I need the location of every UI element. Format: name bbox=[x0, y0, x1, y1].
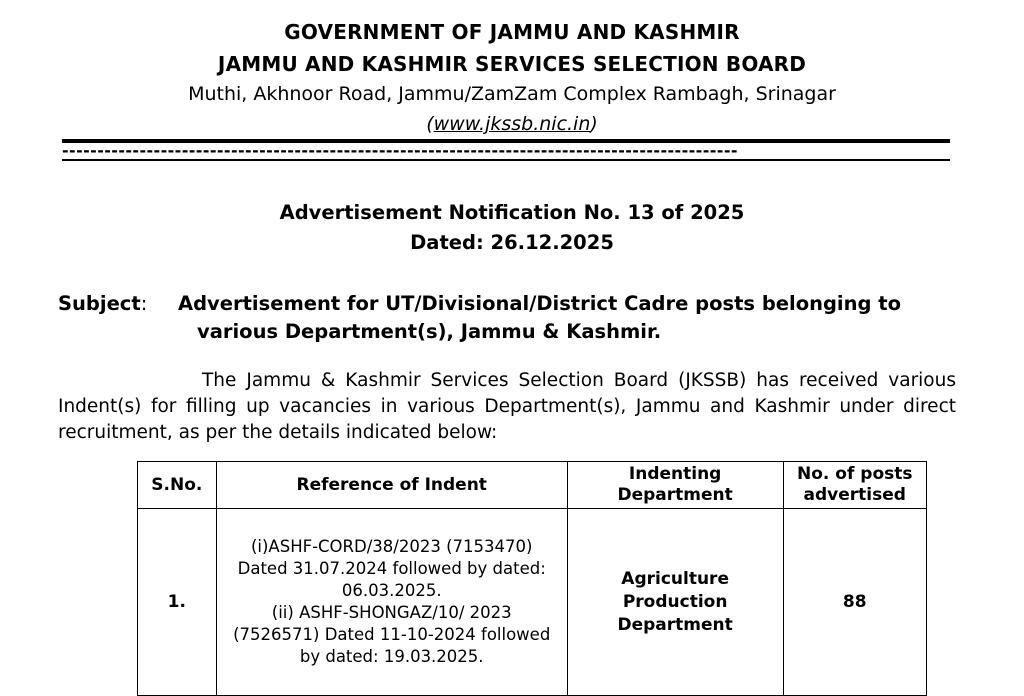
subject-line-1: Advertisement for UT/Divisional/District Cadre posts belonging to bbox=[178, 292, 901, 315]
subject-label bbox=[58, 290, 147, 318]
separator-dashes: ------------------------------------------------------------------------------------------------ bbox=[62, 143, 738, 158]
header-reference: Reference of Indent bbox=[216, 462, 567, 509]
department-line: Department bbox=[617, 614, 733, 635]
header-separator bbox=[62, 139, 950, 165]
table-row bbox=[138, 509, 927, 696]
board-heading: JAMMU AND KASHMIR SERVICES SELECTION BOARD bbox=[217, 52, 807, 76]
board-address: Muthi, Akhnoor Road, Jammu/ZamZam Complex Rambagh, Srinagar bbox=[188, 83, 836, 105]
header-posts-line-1: No. of posts bbox=[797, 464, 913, 484]
reference-line: (i)ASHF-CORD/38/2023 (7153470) bbox=[250, 537, 533, 556]
row-department bbox=[567, 509, 783, 696]
subject-line-2: various Department(s), Jammu & Kashmir. bbox=[197, 320, 662, 343]
notification-date: Dated: 26.12.2025 bbox=[410, 231, 614, 254]
header-posts-line-2: advertised bbox=[803, 485, 906, 505]
body-paragraph bbox=[58, 368, 956, 446]
table-header-row bbox=[138, 462, 927, 509]
notification-title: Advertisement Notification No. 13 of 2025 bbox=[279, 201, 745, 224]
website-line bbox=[0, 113, 1024, 135]
website-link[interactable]: www.jkssb.nic.in bbox=[433, 113, 591, 135]
row-posts: 88 bbox=[783, 509, 927, 696]
header-sno: S.No. bbox=[138, 462, 217, 509]
website-close-paren: ) bbox=[590, 113, 598, 135]
indent-table bbox=[137, 461, 927, 696]
reference-line: by dated: 19.03.2025. bbox=[299, 647, 484, 666]
subject-colon: : bbox=[140, 292, 148, 315]
reference-line: (ii) ASHF-SHONGAZ/10/ 2023 bbox=[271, 603, 512, 622]
subject-label-text: Subject bbox=[58, 292, 141, 315]
row-sno: 1. bbox=[138, 509, 217, 696]
row-reference bbox=[216, 509, 567, 696]
reference-line: 06.03.2025. bbox=[341, 581, 442, 600]
header-department bbox=[567, 462, 783, 509]
reference-line: Dated 31.07.2024 followed by dated: bbox=[237, 559, 546, 578]
website-open-paren: ( bbox=[426, 113, 434, 135]
body-line-3: recruitment, as per the details indicated below: bbox=[58, 422, 498, 443]
reference-line: (7526571) Dated 11-10-2024 followed bbox=[233, 625, 551, 644]
separator-thin-line bbox=[62, 159, 950, 161]
department-line: Production bbox=[622, 591, 728, 612]
body-line-1: The Jammu & Kashmir Services Selection Board (JKSSB) has received various bbox=[202, 370, 956, 391]
department-line: Agriculture bbox=[621, 568, 729, 589]
body-line-2: Indent(s) for filling up vacancies in various Department(s), Jammu and Kashmir under direct bbox=[58, 396, 956, 417]
header-department-line-2: Department bbox=[617, 485, 733, 505]
header-posts bbox=[783, 462, 927, 509]
government-heading: GOVERNMENT OF JAMMU AND KASHMIR bbox=[284, 20, 740, 44]
header-department-line-1: Indenting bbox=[628, 464, 722, 484]
